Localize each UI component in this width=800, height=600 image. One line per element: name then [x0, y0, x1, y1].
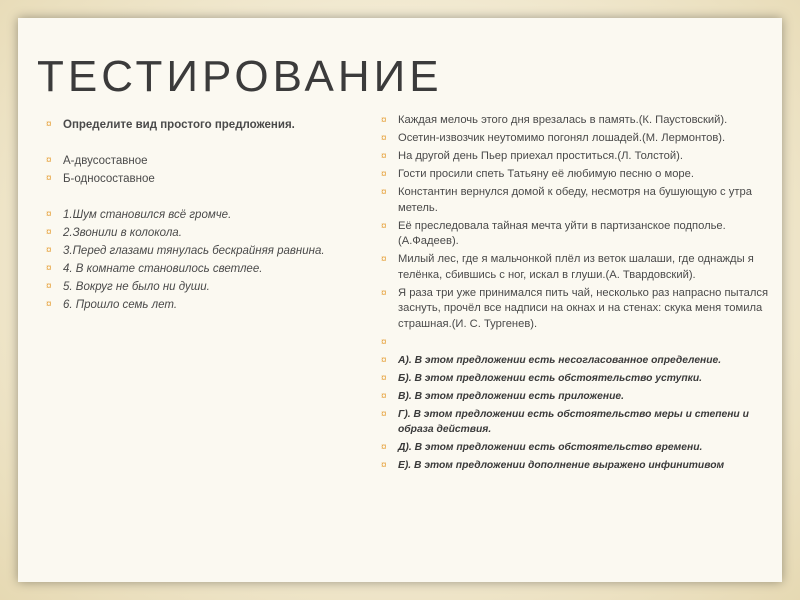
answer: Е). В этом предложении дополнение выражено инфинитивом — [398, 460, 725, 471]
list-item — [46, 278, 363, 296]
list-item — [46, 206, 363, 224]
answer: Г). В этом предложении есть обстоятельство меры и степени и образа действия. — [398, 408, 749, 435]
bullet-icon: ¤ — [381, 287, 387, 299]
list-item — [381, 185, 774, 216]
bullet-icon: ¤ — [381, 187, 387, 198]
sentence: Я раза три уже принимался пить чай, несколько раз напрасно пытался заснуть, прочёл все надписи на окнах и на стенах: скука меня томила страшная.(И. С. Тургенев). — [398, 286, 769, 330]
list-item — [381, 219, 774, 250]
bullet-icon: ¤ — [46, 227, 52, 238]
sentence: Милый лес, где я мальчонкой плёл из веток шалаши, где однажды я телёнка, сбившись с ног, искал в глуши.(А. Твардовский). — [398, 253, 754, 281]
bullet-icon: ¤ — [46, 119, 52, 130]
list-item — [381, 286, 774, 333]
bullet-icon: ¤ — [46, 245, 52, 256]
bullet-icon: ¤ — [381, 115, 387, 126]
list-item — [381, 335, 774, 351]
sentence: 6. Прошло семь лет. — [63, 299, 178, 311]
sentence: 1.Шум становился всё громче. — [63, 209, 232, 221]
list-item — [381, 371, 774, 387]
list-spacer — [63, 188, 363, 206]
list-item — [381, 389, 774, 405]
bullet-icon: ¤ — [46, 263, 52, 274]
list-item — [46, 224, 363, 242]
sentence: 5. Вокруг не было ни души. — [63, 281, 210, 293]
option-a: А-двусоставное — [63, 155, 148, 167]
bullet-icon: ¤ — [381, 151, 387, 162]
bullet-icon: ¤ — [46, 281, 52, 292]
bullet-icon: ¤ — [381, 220, 387, 232]
list-spacer — [63, 134, 363, 152]
bullet-icon: ¤ — [381, 390, 387, 402]
list-item — [46, 152, 363, 170]
bullet-icon: ¤ — [381, 460, 387, 471]
list-item — [381, 113, 774, 129]
bullet-icon: ¤ — [381, 169, 387, 180]
bullet-icon: ¤ — [381, 254, 387, 265]
sentence: 2.Звонили в колокола. — [63, 227, 182, 239]
task-text: Определите вид простого предложения. — [63, 119, 295, 131]
list-item — [381, 149, 774, 165]
list-item — [46, 260, 363, 278]
bullet-icon: ¤ — [46, 299, 52, 310]
bullet-icon: ¤ — [381, 336, 387, 348]
bullet-icon: ¤ — [46, 155, 52, 166]
sentence: Её преследовала тайная мечта уйти в партизанское подполье.(А.Фадеев). — [398, 219, 726, 247]
list-item — [381, 167, 774, 183]
sentence: 3.Перед глазами тянулась бескрайняя равнина. — [63, 245, 325, 257]
sentence: Гости просили спеть Татьяну её любимую песню о море. — [398, 168, 694, 180]
list-item — [381, 440, 774, 456]
sentence: Осетин-извозчик неутомимо погонял лошадей.(М. Лермонтов). — [398, 132, 726, 144]
list-item — [381, 353, 774, 369]
answer: В). В этом предложении есть приложение. — [398, 390, 624, 402]
answer: Б). В этом предложении есть обстоятельство уступки. — [398, 372, 702, 384]
list-item — [381, 131, 774, 147]
answer: А). В этом предложении есть несогласованное определение. — [398, 354, 722, 366]
list-item — [46, 116, 363, 134]
bullet-icon: ¤ — [381, 133, 387, 144]
bullet-icon: ¤ — [381, 442, 387, 453]
bullet-icon: ¤ — [46, 209, 52, 220]
list-item — [46, 170, 363, 188]
option-b: Б-односоставное — [63, 173, 155, 185]
list-item — [381, 407, 774, 438]
list-item — [381, 252, 774, 283]
list-item — [46, 296, 363, 314]
sentence: На другой день Пьер приехал проститься.(Л. Толстой). — [398, 150, 683, 162]
answer: Д). В этом предложении есть обстоятельство времени. — [398, 442, 703, 453]
bullet-icon: ¤ — [46, 173, 52, 184]
sentence: 4. В комнате становилось светлее. — [63, 263, 263, 275]
bullet-icon: ¤ — [381, 408, 387, 420]
bullet-icon: ¤ — [381, 354, 387, 366]
bullet-icon: ¤ — [381, 372, 387, 384]
list-item — [381, 458, 774, 474]
slide-title: ТЕСТИРОВАНИЕ — [37, 52, 443, 101]
sentence: Константин вернулся домой к обеду, несмотря на бушующую с утра метель. — [398, 186, 752, 214]
sentence: Каждая мелочь этого дня врезалась в память.(К. Паустовский). — [398, 114, 728, 126]
task-list — [46, 116, 363, 314]
sentence-list — [381, 113, 774, 476]
list-item — [46, 242, 363, 260]
